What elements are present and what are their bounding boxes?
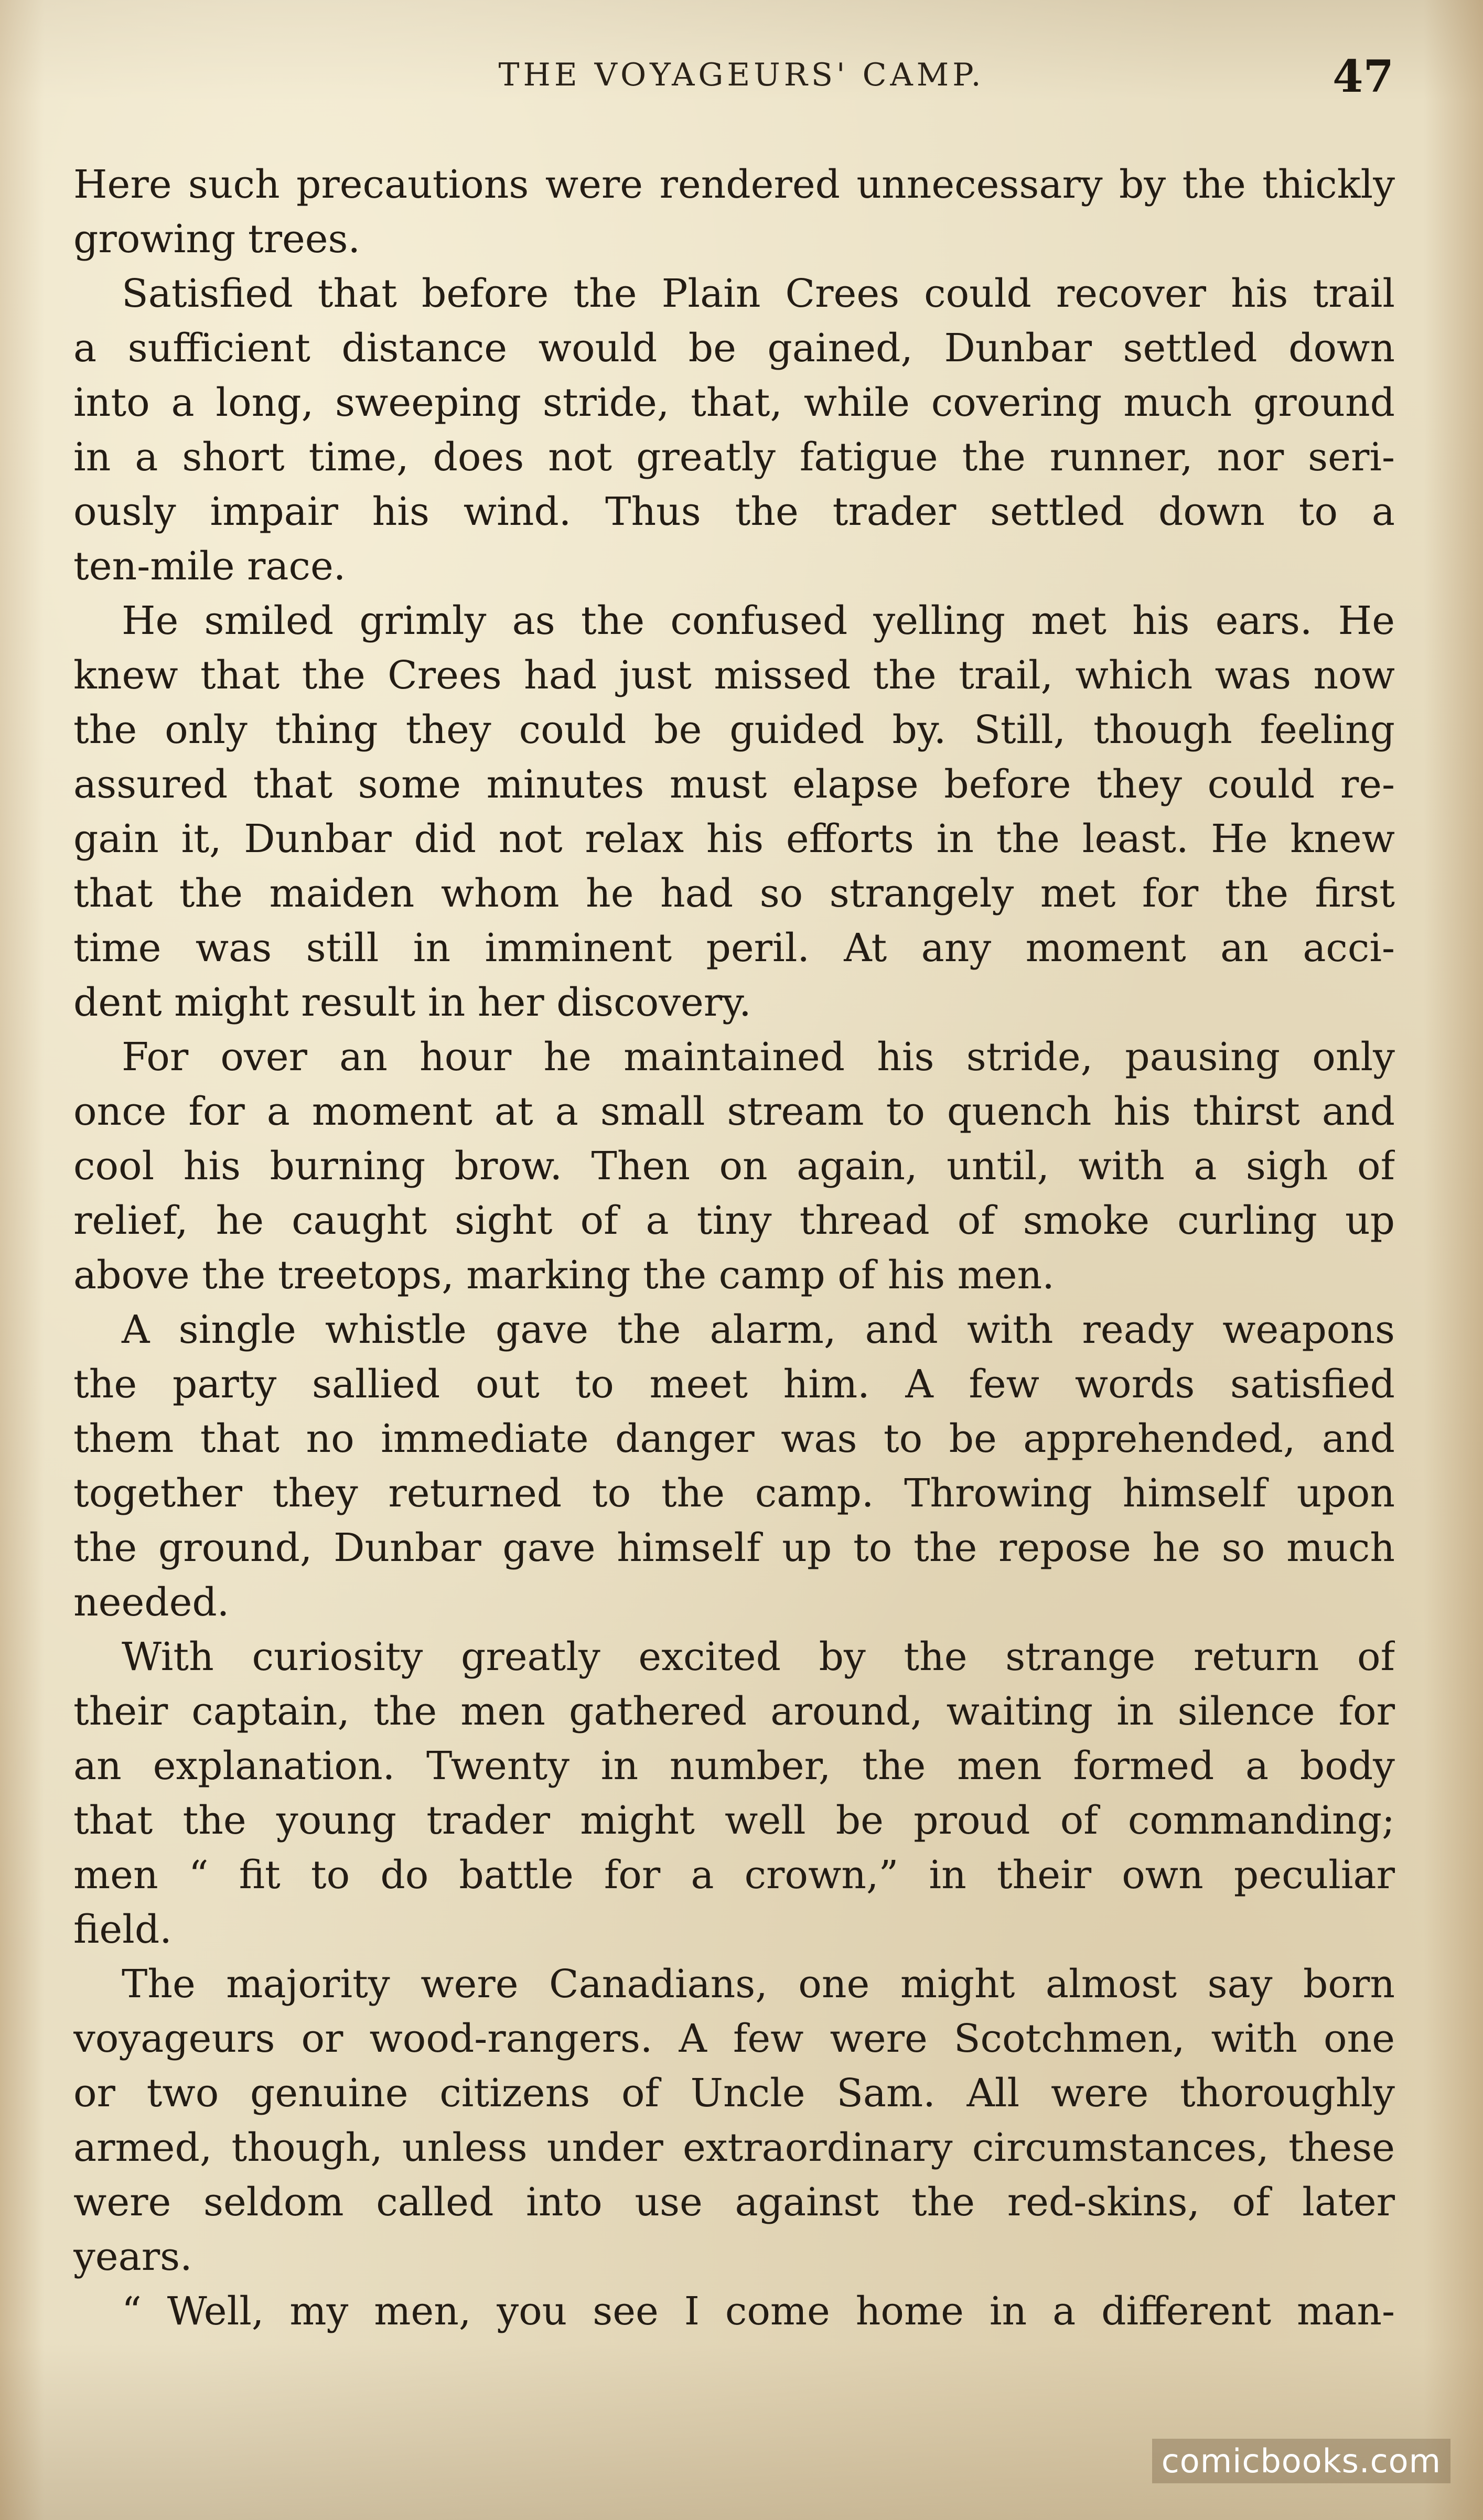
text-line: were seldom called into use against the red-skins, of later: [73, 2180, 1395, 2225]
text-line: in a short time, does not greatly fatigue the runner, nor seri-: [73, 435, 1395, 480]
text-line: relief, he caught sight of a tiny thread of smoke curling up: [73, 1198, 1395, 1243]
text-line: field.: [73, 1907, 172, 1952]
text-line: needed.: [73, 1580, 230, 1625]
text-line: He smiled grimly as the confused yelling met his ears. He: [122, 598, 1395, 643]
text-line: their captain, the men gathered around, waiting in silence for: [73, 1689, 1395, 1734]
text-line: men “ fit to do battle for a crown,” in their own peculiar: [73, 1853, 1395, 1898]
text-line: that the maiden whom he had so strangely met for the first: [73, 871, 1395, 916]
text-line: above the treetops, marking the camp of his men.: [73, 1253, 1055, 1298]
text-line: gain it, Dunbar did not relax his efforts in the least. He knew: [73, 816, 1395, 861]
body-text: [73, 157, 1395, 2339]
page-number: 47: [1332, 50, 1394, 102]
text-line: “ Well, my men, you see I come home in a different man-: [122, 2289, 1395, 2334]
text-line: growing trees.: [73, 217, 361, 262]
text-line: assured that some minutes must elapse before they could re-: [73, 762, 1395, 807]
text-line: an explanation. Twenty in number, the men formed a body: [73, 1743, 1395, 1789]
text-line: dent might result in her discovery.: [73, 980, 751, 1025]
text-line: Satisfied that before the Plain Crees could recover his trail: [122, 271, 1395, 316]
text-line: With curiosity greatly excited by the strange return of: [122, 1634, 1395, 1679]
running-head: THE VOYAGEURS' CAMP.: [498, 57, 985, 93]
text-line: ten-mile race.: [73, 544, 346, 589]
text-line: The majority were Canadians, one might almost say born: [122, 1962, 1395, 2007]
text-line: into a long, sweeping stride, that, while covering much ground: [73, 380, 1395, 425]
text-line: the party sallied out to meet him. A few words satisfied: [73, 1362, 1395, 1407]
text-line: the only thing they could be guided by. Still, though feeling: [73, 707, 1395, 752]
text-line: a sufficient distance would be gained, Dunbar settled down: [73, 326, 1395, 371]
text-line: or two genuine citizens of Uncle Sam. All were thoroughly: [73, 2071, 1395, 2116]
text-line: together they returned to the camp. Throwing himself upon: [73, 1471, 1395, 1516]
text-line: For over an hour he maintained his stride, pausing only: [122, 1035, 1395, 1080]
text-line: armed, though, unless under extraordinary circumstances, these: [73, 2125, 1395, 2170]
text-line: cool his burning brow. Then on again, until, with a sigh of: [73, 1144, 1395, 1189]
text-line: that the young trader might well be proud of commanding;: [73, 1798, 1395, 1843]
watermark: comicbooks.com: [1152, 2439, 1450, 2483]
text-line: A single whistle gave the alarm, and with ready weapons: [122, 1307, 1395, 1352]
text-line: Here such precautions were rendered unnecessary by the thickly: [73, 162, 1395, 207]
text-line: years.: [73, 2234, 192, 2279]
text-line: voyageurs or wood-rangers. A few were Scotchmen, with one: [73, 2016, 1395, 2061]
text-line: the ground, Dunbar gave himself up to the repose he so much: [73, 1525, 1395, 1570]
text-line: time was still in imminent peril. At any moment an acci-: [73, 925, 1395, 971]
text-line: knew that the Crees had just missed the trail, which was now: [73, 653, 1395, 698]
text-line: them that no immediate danger was to be apprehended, and: [73, 1416, 1395, 1461]
text-line: ously impair his wind. Thus the trader settled down to a: [73, 489, 1395, 534]
text-line: once for a moment at a small stream to quench his thirst and: [73, 1089, 1395, 1134]
